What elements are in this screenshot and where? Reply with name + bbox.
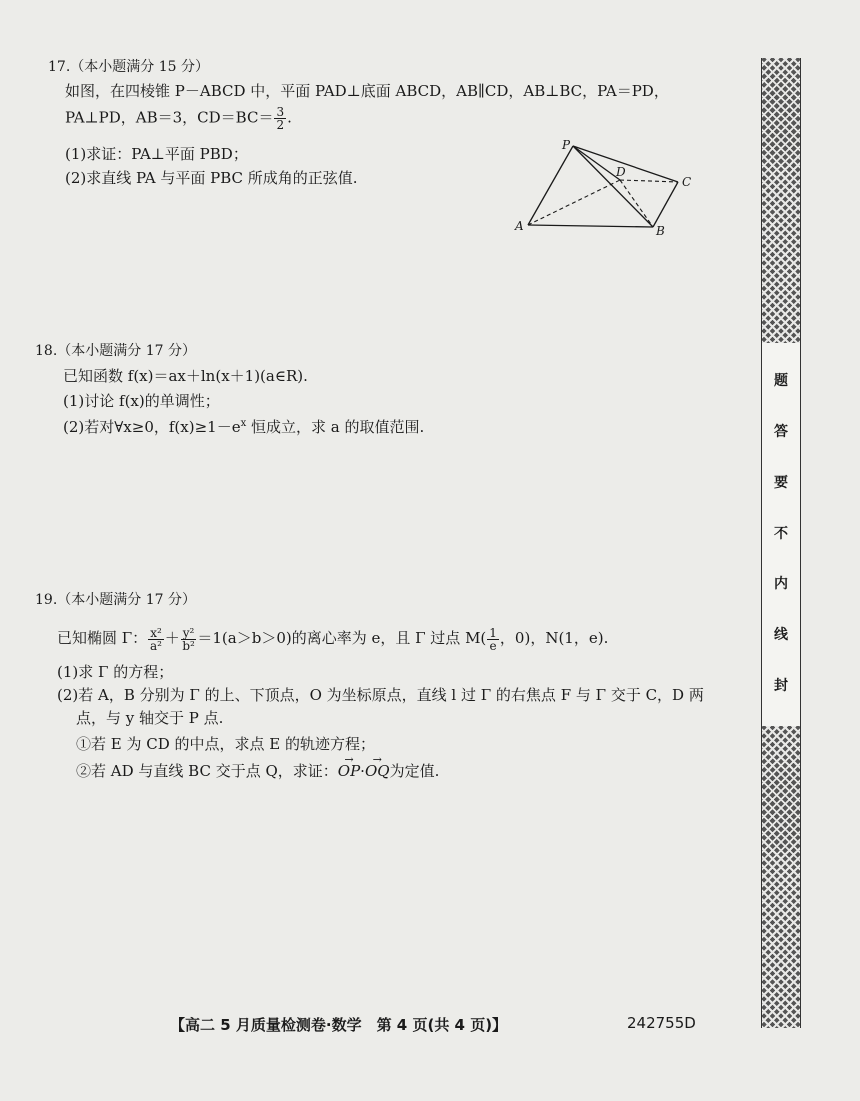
seal-pattern-top	[762, 58, 800, 343]
seal-char: 答	[774, 423, 788, 440]
q19-plus: ＋	[164, 629, 180, 647]
q18-part1: (1)讨论 f(x)的单调性；	[63, 392, 220, 410]
label-d: D	[616, 165, 626, 179]
q17-fraction-numerator: 3	[276, 105, 285, 119]
pyramid-figure	[510, 135, 710, 240]
q19-part2-ii-text: ②若 AD 与直线 BC 交于点 Q，求证：	[76, 762, 338, 780]
edge-db	[620, 180, 653, 227]
seal-char: 线	[774, 627, 788, 644]
edge-pb	[573, 146, 653, 227]
label-a: A	[515, 219, 524, 233]
edge-ab	[528, 225, 653, 227]
label-p: P	[562, 138, 571, 152]
q17-fraction-denominator: 2	[276, 118, 285, 132]
edge-pa	[528, 146, 573, 225]
q19-stem	[57, 624, 608, 652]
vector-oq: → OQ	[365, 761, 390, 781]
q17-stem-line1: 如图，在四棱锥 P－ABCD 中，平面 PAD⊥底面 ABCD，AB∥CD，AB⊥BC，PA＝PD，	[65, 82, 669, 100]
exam-code: 242755D	[627, 1014, 696, 1032]
q19-y2: y²	[182, 625, 195, 640]
q17-part1: (1)求证：PA⊥平面 PBD；	[65, 145, 248, 163]
seal-char: 题	[774, 373, 788, 389]
seal-text	[762, 358, 800, 758]
q19-fraction-y	[181, 627, 197, 652]
q17-heading: 17.（本小题满分 15 分）	[48, 59, 209, 75]
q19-part2-ii	[76, 761, 439, 781]
q18-stem: 已知函数 f(x)＝ax＋ln(x＋1)(a∈R).	[63, 367, 308, 385]
seal-char: 封	[774, 678, 788, 695]
q18-part2-text: (2)若对∀x≥0，f(x)≥1－e	[63, 418, 241, 436]
q18-part2	[63, 414, 424, 437]
q19-m-num: 1	[489, 625, 497, 640]
q17-stem-line2	[65, 106, 292, 131]
q19-fraction-m	[487, 627, 499, 652]
edge-ad	[528, 180, 620, 225]
q18-part2-end: 恒成立，求 a 的取值范围.	[246, 418, 425, 436]
q19-stem-end: ，0)，N(1，e).	[499, 629, 609, 647]
q19-stem-mid: ＝1(a＞b＞0)的离心率为 e，且 Γ 过点 M(	[197, 629, 487, 647]
q19-heading: 19.（本小题满分 17 分）	[35, 592, 196, 608]
seal-pattern-bottom	[762, 726, 800, 1028]
q17-stem-line2-end: .	[287, 108, 292, 127]
q17-part2: (2)求直线 PA 与平面 PBC 所成角的正弦值.	[65, 169, 358, 187]
q19-part1: (1)求 Γ 的方程；	[57, 663, 174, 681]
q18-exponent: x	[240, 418, 247, 429]
edge-pd	[573, 146, 620, 180]
q19-part2-ii-end: 为定值.	[389, 762, 440, 780]
q19-stem-text: 已知椭圆 Γ：	[57, 629, 148, 647]
q18-heading: 18.（本小题满分 17 分）	[35, 343, 196, 359]
q19-part2-i: ①若 E 为 CD 的中点，求点 E 的轨迹方程；	[76, 735, 376, 753]
edge-bc	[653, 182, 678, 227]
q19-part2-line1: (2)若 A，B 分别为 Γ 的上、下顶点，O 为坐标原点，直线 l 过 Γ 的右焦点 F 与 Γ 交于 C，D 两	[57, 686, 704, 704]
page-footer: 【高二 5 月质量检测卷·数学 第 4 页(共 4 页)】	[170, 1016, 508, 1034]
seal-char: 要	[774, 474, 788, 491]
label-c: C	[682, 175, 692, 189]
q19-b2: b²	[182, 638, 195, 653]
q19-a2: a²	[149, 638, 162, 653]
q19-m-den: e	[489, 638, 497, 653]
dot-product: ·	[360, 762, 365, 780]
seal-strip	[761, 58, 801, 1028]
q17-fraction	[274, 106, 286, 131]
vector-op: → OP	[338, 761, 360, 781]
q17-stem-line2-text: PA⊥PD，AB＝3，CD＝BC＝	[65, 108, 274, 127]
q19-fraction-x	[148, 627, 164, 652]
edge-dc	[620, 180, 678, 182]
seal-char: 内	[774, 576, 788, 593]
q19-part2-line2: 点，与 y 轴交于 P 点.	[76, 709, 224, 727]
seal-char: 不	[774, 525, 788, 542]
label-b: B	[656, 224, 665, 238]
q19-x2: x²	[150, 625, 162, 640]
